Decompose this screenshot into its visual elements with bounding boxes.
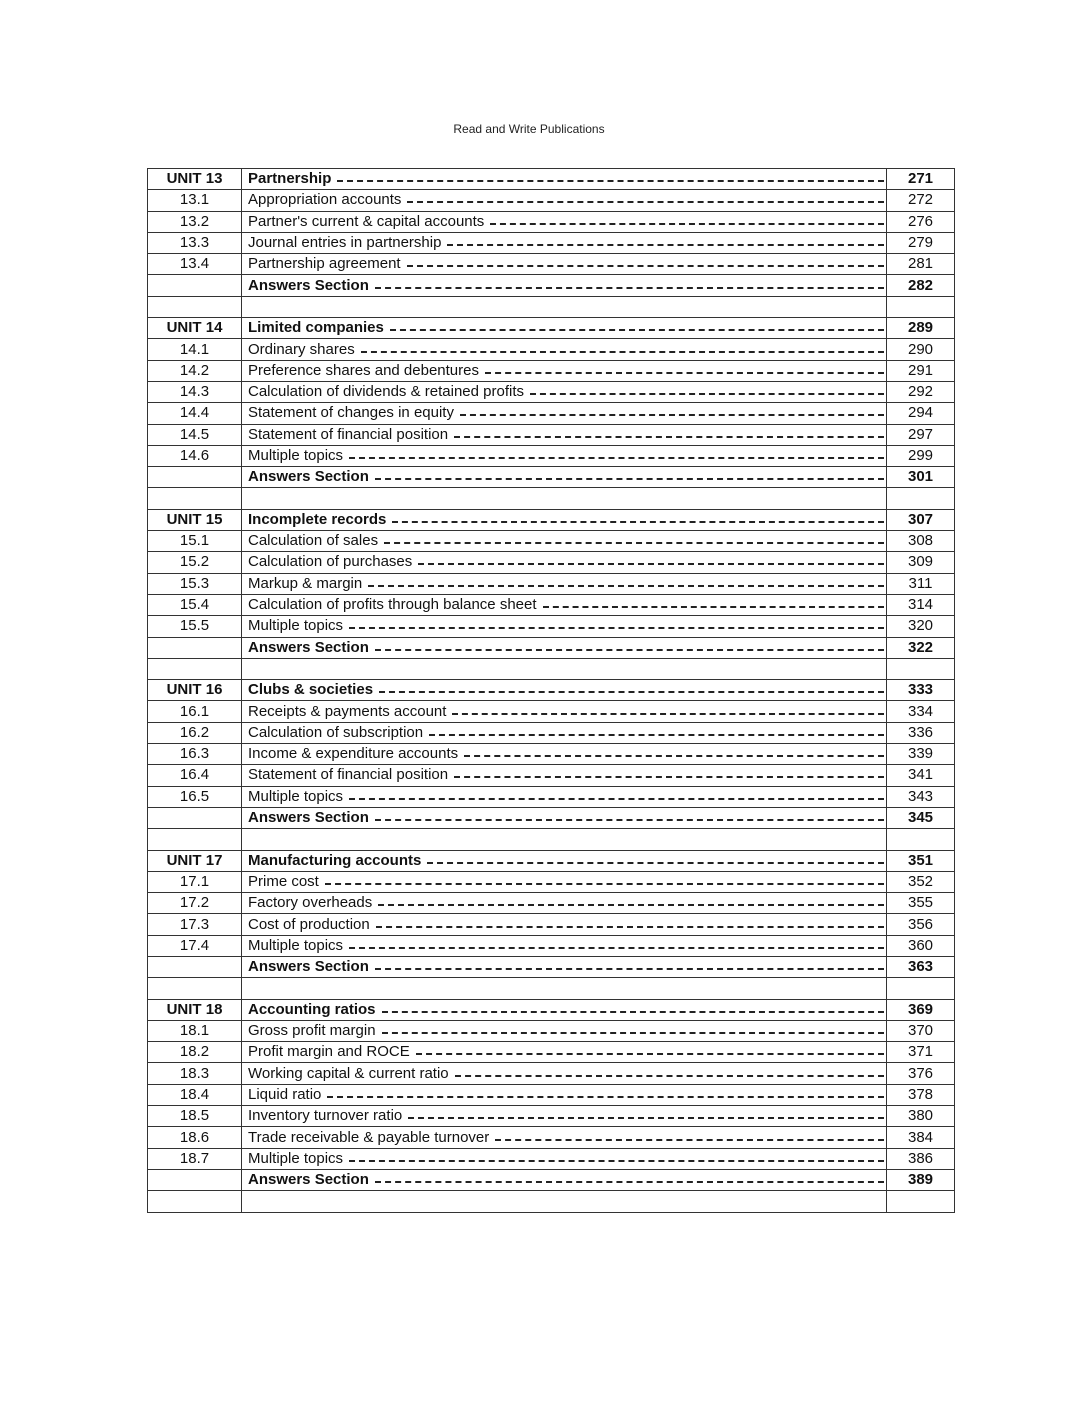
empty-cell: [148, 1191, 242, 1212]
entry-title: Markup & margin: [248, 574, 363, 592]
entry-title: Working capital & current ratio: [248, 1064, 449, 1082]
section-number: 15.3: [148, 573, 242, 594]
entry-title: Partnership: [248, 170, 332, 188]
page-number: 314: [887, 594, 955, 615]
section-row: [148, 1042, 955, 1063]
entry-title: Calculation of profits through balance sheet: [248, 596, 537, 614]
entry-title-cell: [242, 1191, 887, 1212]
dot-leader: [379, 691, 884, 693]
entry-title-cell: [242, 829, 887, 850]
section-row: [148, 424, 955, 445]
entry-title-cell: [242, 169, 887, 190]
section-row: [148, 339, 955, 360]
entry-title: Preference shares and debentures: [248, 361, 479, 379]
page-number: 301: [887, 467, 955, 488]
page-number: 299: [887, 445, 955, 466]
section-number: 18.4: [148, 1084, 242, 1105]
section-row: [148, 914, 955, 935]
dot-leader: [349, 1160, 884, 1162]
section-row: [148, 573, 955, 594]
section-number: 18.2: [148, 1042, 242, 1063]
page-number: 369: [887, 999, 955, 1020]
entry-title-cell: [242, 296, 887, 317]
dot-leader: [375, 968, 884, 970]
empty-cell: [148, 829, 242, 850]
dot-leader: [327, 1096, 884, 1098]
page-number: 282: [887, 275, 955, 296]
entry-title-cell: [242, 1127, 887, 1148]
page-number: 380: [887, 1106, 955, 1127]
entry-title: Trade receivable & payable turnover: [248, 1128, 490, 1146]
section-number: 14.4: [148, 403, 242, 424]
entry-title-cell: [242, 275, 887, 296]
dot-leader: [454, 776, 884, 778]
empty-cell: [148, 488, 242, 509]
unit-row: [148, 999, 955, 1020]
page-number: 345: [887, 807, 955, 828]
entry-title: Receipts & payments account: [248, 702, 447, 720]
section-number: 17.1: [148, 871, 242, 892]
section-number: 15.4: [148, 594, 242, 615]
entry-title: Partner's current & capital accounts: [248, 212, 485, 230]
section-number: 13.4: [148, 254, 242, 275]
dot-leader: [382, 1011, 884, 1013]
entry-title: Incomplete records: [248, 510, 387, 528]
dot-leader: [349, 457, 884, 459]
page-number: 281: [887, 254, 955, 275]
entry-title: Liquid ratio: [248, 1085, 322, 1103]
entry-title: Multiple topics: [248, 447, 344, 464]
entry-title-cell: [242, 1106, 887, 1127]
section-number: 18.6: [148, 1127, 242, 1148]
entry-title-cell: [242, 765, 887, 786]
page-number: [887, 296, 955, 317]
dot-leader: [455, 1075, 884, 1077]
entry-title-cell: [242, 381, 887, 402]
page-number: 308: [887, 531, 955, 552]
dot-leader: [416, 1053, 884, 1055]
section-number: 15.5: [148, 616, 242, 637]
entry-title: Cost of production: [248, 915, 370, 933]
page-number: [887, 658, 955, 679]
section-number: 18.7: [148, 1148, 242, 1169]
entry-title: Statement of changes in equity: [248, 404, 454, 422]
dot-leader: [447, 244, 884, 246]
entry-title: Multiple topics: [248, 787, 344, 805]
entry-title-cell: [242, 893, 887, 914]
page-number: 311: [887, 573, 955, 594]
entry-title: Calculation of purchases: [248, 553, 413, 571]
answers-row: [148, 637, 955, 658]
page-number: 376: [887, 1063, 955, 1084]
page-number: 320: [887, 616, 955, 637]
spacer-row: [148, 978, 955, 999]
entry-title: Answers Section: [248, 276, 369, 294]
dot-leader: [349, 798, 884, 800]
section-row: [148, 1084, 955, 1105]
entry-title: Accounting ratios: [248, 1000, 376, 1018]
section-number: 14.1: [148, 339, 242, 360]
page-number: 276: [887, 211, 955, 232]
entry-title: Partnership agreement: [248, 255, 401, 273]
dot-leader: [337, 180, 884, 182]
empty-cell: [148, 467, 242, 488]
dot-leader: [407, 265, 884, 267]
page-number: 289: [887, 318, 955, 339]
answers-row: [148, 1169, 955, 1190]
spacer-row: [148, 829, 955, 850]
unit-label: UNIT 18: [148, 999, 242, 1020]
section-number: 18.1: [148, 1020, 242, 1041]
entry-title-cell: [242, 786, 887, 807]
page-number: 341: [887, 765, 955, 786]
section-row: [148, 531, 955, 552]
dot-leader: [368, 585, 884, 587]
entry-title-cell: [242, 658, 887, 679]
dot-leader: [429, 734, 884, 736]
section-row: [148, 1127, 955, 1148]
dot-leader: [349, 947, 884, 949]
page-number: 339: [887, 744, 955, 765]
entry-title: Multiple topics: [248, 1149, 344, 1167]
section-row: [148, 381, 955, 402]
section-row: [148, 1020, 955, 1041]
unit-row: [148, 680, 955, 701]
page-number: 355: [887, 893, 955, 914]
entry-title-cell: [242, 531, 887, 552]
entry-title: Calculation of sales: [248, 532, 379, 550]
section-row: [148, 1063, 955, 1084]
entry-title-cell: [242, 616, 887, 637]
section-number: 16.2: [148, 722, 242, 743]
empty-cell: [148, 637, 242, 658]
unit-label: UNIT 16: [148, 680, 242, 701]
section-row: [148, 211, 955, 232]
section-number: 18.5: [148, 1106, 242, 1127]
entry-title-cell: [242, 594, 887, 615]
entry-title: Calculation of dividends & retained profits: [248, 383, 524, 401]
answers-row: [148, 807, 955, 828]
entry-title-cell: [242, 701, 887, 722]
entry-title: Clubs & societies: [248, 681, 374, 699]
entry-title-cell: [242, 232, 887, 253]
entry-title-cell: [242, 850, 887, 871]
page-number: 352: [887, 871, 955, 892]
empty-cell: [148, 978, 242, 999]
entry-title-cell: [242, 1169, 887, 1190]
empty-cell: [148, 956, 242, 977]
entry-title: Answers Section: [248, 468, 369, 486]
dot-leader: [530, 393, 884, 395]
empty-cell: [148, 296, 242, 317]
entry-title-cell: [242, 1042, 887, 1063]
section-number: 13.2: [148, 211, 242, 232]
entry-title: Profit margin and ROCE: [248, 1043, 410, 1061]
entry-title-cell: [242, 190, 887, 211]
page-number: 343: [887, 786, 955, 807]
page-number: [887, 978, 955, 999]
page-number: 279: [887, 232, 955, 253]
section-number: 16.1: [148, 701, 242, 722]
page-number: 370: [887, 1020, 955, 1041]
section-row: [148, 254, 955, 275]
dot-leader: [325, 883, 884, 885]
section-row: [148, 1148, 955, 1169]
page-number: 271: [887, 169, 955, 190]
dot-leader: [454, 436, 884, 438]
dot-leader: [408, 1117, 884, 1119]
page-number: 371: [887, 1042, 955, 1063]
section-number: 16.4: [148, 765, 242, 786]
entry-title: Answers Section: [248, 809, 369, 827]
dot-leader: [376, 926, 884, 928]
page-header: Read and Write Publications: [453, 122, 605, 136]
entry-title-cell: [242, 403, 887, 424]
unit-row: [148, 509, 955, 530]
entry-title: Answers Section: [248, 1171, 369, 1189]
section-row: [148, 893, 955, 914]
dot-leader: [375, 478, 884, 480]
entry-title: Statement of financial position: [248, 425, 449, 443]
entry-title-cell: [242, 254, 887, 275]
entry-title-cell: [242, 509, 887, 530]
entry-title: Calculation of subscription: [248, 723, 424, 741]
dot-leader: [407, 201, 884, 203]
entry-title: Inventory turnover ratio: [248, 1107, 403, 1125]
dot-leader: [382, 1032, 884, 1034]
section-number: 14.2: [148, 360, 242, 381]
section-number: 17.2: [148, 893, 242, 914]
spacer-row: [148, 658, 955, 679]
entry-title-cell: [242, 935, 887, 956]
section-row: [148, 445, 955, 466]
entry-title: Factory overheads: [248, 894, 373, 912]
unit-label: UNIT 17: [148, 850, 242, 871]
section-number: 17.4: [148, 935, 242, 956]
dot-leader: [375, 819, 884, 821]
page-number: 309: [887, 552, 955, 573]
dot-leader: [361, 351, 884, 353]
page-number: 322: [887, 637, 955, 658]
entry-title-cell: [242, 637, 887, 658]
section-row: [148, 722, 955, 743]
page-number: 378: [887, 1084, 955, 1105]
dot-leader: [392, 521, 884, 523]
entry-title-cell: [242, 424, 887, 445]
spacer-row: [148, 1191, 955, 1212]
entry-title: Manufacturing accounts: [248, 851, 422, 869]
entry-title: Answers Section: [248, 638, 369, 656]
unit-row: [148, 318, 955, 339]
empty-cell: [148, 807, 242, 828]
section-number: 14.3: [148, 381, 242, 402]
dot-leader: [390, 329, 884, 331]
dot-leader: [375, 1181, 884, 1183]
entry-title: Journal entries in partnership: [248, 234, 442, 252]
unit-label: UNIT 14: [148, 318, 242, 339]
page-number: 386: [887, 1148, 955, 1169]
page-number: 290: [887, 339, 955, 360]
entry-title-cell: [242, 360, 887, 381]
dot-leader: [490, 223, 884, 225]
entry-title-cell: [242, 871, 887, 892]
section-row: [148, 701, 955, 722]
table-of-contents: [147, 168, 955, 1213]
section-row: [148, 1106, 955, 1127]
page-number: 292: [887, 381, 955, 402]
page-number: [887, 829, 955, 850]
section-number: 15.2: [148, 552, 242, 573]
page-number: 272: [887, 190, 955, 211]
page-number: [887, 1191, 955, 1212]
entry-title-cell: [242, 999, 887, 1020]
entry-title-cell: [242, 978, 887, 999]
entry-title-cell: [242, 744, 887, 765]
dot-leader: [378, 904, 884, 906]
page-number: 307: [887, 509, 955, 530]
page-number: 333: [887, 680, 955, 701]
dot-leader: [349, 627, 884, 629]
section-row: [148, 403, 955, 424]
entry-title: Prime cost: [248, 872, 319, 890]
entry-title-cell: [242, 1084, 887, 1105]
page-number: 291: [887, 360, 955, 381]
entry-title: Gross profit margin: [248, 1022, 376, 1040]
entry-title-cell: [242, 807, 887, 828]
section-row: [148, 786, 955, 807]
entry-title: Answers Section: [248, 958, 369, 976]
entry-title: Limited companies: [248, 319, 384, 337]
unit-label: UNIT 13: [148, 169, 242, 190]
section-row: [148, 616, 955, 637]
unit-row: [148, 850, 955, 871]
unit-row: [148, 169, 955, 190]
section-number: 14.6: [148, 445, 242, 466]
entry-title-cell: [242, 1148, 887, 1169]
entry-title-cell: [242, 211, 887, 232]
empty-cell: [148, 1169, 242, 1190]
section-number: 15.1: [148, 531, 242, 552]
page-number: 294: [887, 403, 955, 424]
section-row: [148, 552, 955, 573]
unit-label: UNIT 15: [148, 509, 242, 530]
page-number: 389: [887, 1169, 955, 1190]
empty-cell: [148, 275, 242, 296]
page-number: 360: [887, 935, 955, 956]
page-number: 334: [887, 701, 955, 722]
dot-leader: [543, 606, 884, 608]
entry-title: Appropriation accounts: [248, 191, 402, 209]
entry-title-cell: [242, 914, 887, 935]
entry-title: Multiple topics: [248, 617, 344, 635]
page-number: 356: [887, 914, 955, 935]
answers-row: [148, 467, 955, 488]
dot-leader: [495, 1139, 884, 1141]
entry-title-cell: [242, 339, 887, 360]
empty-cell: [148, 658, 242, 679]
entry-title: Multiple topics: [248, 936, 344, 954]
dot-leader: [418, 563, 884, 565]
section-row: [148, 232, 955, 253]
entry-title-cell: [242, 1063, 887, 1084]
dot-leader: [460, 414, 884, 416]
section-number: 18.3: [148, 1063, 242, 1084]
dot-leader: [464, 755, 884, 757]
entry-title-cell: [242, 318, 887, 339]
page-number: 363: [887, 956, 955, 977]
section-row: [148, 190, 955, 211]
entry-title-cell: [242, 680, 887, 701]
section-row: [148, 594, 955, 615]
section-row: [148, 871, 955, 892]
page-number: 297: [887, 424, 955, 445]
spacer-row: [148, 488, 955, 509]
entry-title-cell: [242, 467, 887, 488]
entry-title: Ordinary shares: [248, 340, 355, 358]
section-number: 13.3: [148, 232, 242, 253]
page-number: 384: [887, 1127, 955, 1148]
entry-title-cell: [242, 956, 887, 977]
page-number: 351: [887, 850, 955, 871]
answers-row: [148, 275, 955, 296]
entry-title-cell: [242, 1020, 887, 1041]
section-number: 13.1: [148, 190, 242, 211]
entry-title: Statement of financial position: [248, 766, 449, 784]
entry-title-cell: [242, 488, 887, 509]
entry-title: Income & expenditure accounts: [248, 745, 459, 763]
section-row: [148, 765, 955, 786]
dot-leader: [375, 287, 884, 289]
section-row: [148, 744, 955, 765]
entry-title-cell: [242, 445, 887, 466]
section-row: [148, 935, 955, 956]
entry-title-cell: [242, 722, 887, 743]
dot-leader: [485, 372, 884, 374]
entry-title-cell: [242, 573, 887, 594]
section-number: 16.5: [148, 786, 242, 807]
page-number: [887, 488, 955, 509]
section-row: [148, 360, 955, 381]
section-number: 16.3: [148, 744, 242, 765]
section-number: 17.3: [148, 914, 242, 935]
entry-title-cell: [242, 552, 887, 573]
spacer-row: [148, 296, 955, 317]
page-number: 336: [887, 722, 955, 743]
dot-leader: [384, 542, 884, 544]
dot-leader: [375, 649, 884, 651]
answers-row: [148, 956, 955, 977]
section-number: 14.5: [148, 424, 242, 445]
dot-leader: [427, 862, 884, 864]
dot-leader: [452, 713, 884, 715]
